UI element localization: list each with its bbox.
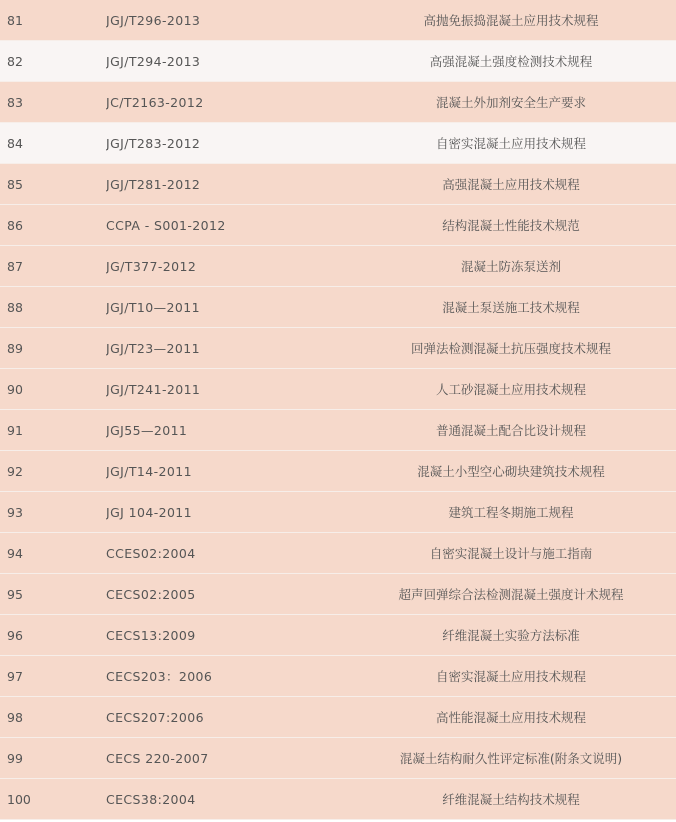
cell-standard-name: 人工砂混凝土应用技术规程	[346, 369, 676, 410]
cell-standard-code: JGJ/T296-2013	[106, 0, 346, 41]
table-row	[0, 492, 676, 533]
cell-standard-code: JGJ 104-2011	[106, 492, 346, 533]
table-row	[0, 205, 676, 246]
cell-standard-code: CECS 220-2007	[106, 738, 346, 779]
cell-standard-code: JGJ/T283-2012	[106, 123, 346, 164]
cell-number: 88	[0, 287, 106, 328]
cell-standard-name: 建筑工程冬期施工规程	[346, 492, 676, 533]
cell-standard-name: 自密实混凝土应用技术规程	[346, 656, 676, 697]
cell-standard-name: 高性能混凝土应用技术规程	[346, 697, 676, 738]
cell-standard-code: CCPA - S001-2012	[106, 205, 346, 246]
table-row	[0, 656, 676, 697]
cell-standard-name: 纤维混凝土结构技术规程	[346, 779, 676, 820]
cell-standard-code: CECS02:2005	[106, 574, 346, 615]
cell-standard-name: 混凝土防冻泵送剂	[346, 246, 676, 287]
cell-standard-code: CCES02:2004	[106, 533, 346, 574]
table-row	[0, 328, 676, 369]
cell-standard-name: 超声回弹综合法检测混凝土强度计术规程	[346, 574, 676, 615]
table-row	[0, 738, 676, 779]
cell-number: 83	[0, 82, 106, 123]
cell-standard-code: JGJ55—2011	[106, 410, 346, 451]
table-row	[0, 615, 676, 656]
cell-standard-name: 混凝土外加剂安全生产要求	[346, 82, 676, 123]
cell-standard-code: CECS203：2006	[106, 656, 346, 697]
cell-number: 95	[0, 574, 106, 615]
cell-standard-name: 结构混凝土性能技术规范	[346, 205, 676, 246]
cell-standard-name: 高抛免振捣混凝土应用技术规程	[346, 0, 676, 41]
cell-number: 81	[0, 0, 106, 41]
cell-number: 89	[0, 328, 106, 369]
cell-number: 92	[0, 451, 106, 492]
cell-number: 100	[0, 779, 106, 820]
table-row	[0, 369, 676, 410]
table-row	[0, 697, 676, 738]
cell-standard-name: 高强混凝土应用技术规程	[346, 164, 676, 205]
cell-number: 99	[0, 738, 106, 779]
table-row	[0, 123, 676, 164]
table-row	[0, 164, 676, 205]
cell-standard-name: 自密实混凝土设计与施工指南	[346, 533, 676, 574]
cell-standard-name: 纤维混凝土实验方法标准	[346, 615, 676, 656]
cell-number: 93	[0, 492, 106, 533]
cell-standard-name: 普通混凝土配合比设计规程	[346, 410, 676, 451]
cell-number: 85	[0, 164, 106, 205]
cell-standard-code: JGJ/T14-2011	[106, 451, 346, 492]
table-row	[0, 533, 676, 574]
cell-standard-code: JGJ/T294-2013	[106, 41, 346, 82]
table-row	[0, 287, 676, 328]
table-row	[0, 82, 676, 123]
table-row	[0, 451, 676, 492]
cell-standard-code: JG/T377-2012	[106, 246, 346, 287]
cell-number: 98	[0, 697, 106, 738]
cell-standard-name: 混凝土小型空心砌块建筑技术规程	[346, 451, 676, 492]
cell-standard-name: 自密实混凝土应用技术规程	[346, 123, 676, 164]
table-row	[0, 246, 676, 287]
cell-standard-code: JGJ/T281-2012	[106, 164, 346, 205]
cell-number: 97	[0, 656, 106, 697]
cell-standard-code: JGJ/T23—2011	[106, 328, 346, 369]
cell-standard-code: CECS13:2009	[106, 615, 346, 656]
cell-standard-code: JGJ/T241-2011	[106, 369, 346, 410]
cell-number: 84	[0, 123, 106, 164]
cell-standard-code: CECS207:2006	[106, 697, 346, 738]
cell-number: 91	[0, 410, 106, 451]
cell-number: 82	[0, 41, 106, 82]
table-row	[0, 410, 676, 451]
table-row	[0, 779, 676, 820]
cell-number: 87	[0, 246, 106, 287]
cell-standard-name: 混凝土泵送施工技术规程	[346, 287, 676, 328]
table-row	[0, 0, 676, 41]
cell-standard-name: 回弹法检测混凝土抗压强度技术规程	[346, 328, 676, 369]
cell-number: 86	[0, 205, 106, 246]
cell-number: 96	[0, 615, 106, 656]
cell-number: 90	[0, 369, 106, 410]
cell-standard-code: JC/T2163-2012	[106, 82, 346, 123]
table-row	[0, 574, 676, 615]
cell-number: 94	[0, 533, 106, 574]
table-row	[0, 41, 676, 82]
cell-standard-name: 高强混凝土强度检测技术规程	[346, 41, 676, 82]
cell-standard-name: 混凝土结构耐久性评定标准(附条文说明)	[346, 738, 676, 779]
cell-standard-code: JGJ/T10—2011	[106, 287, 346, 328]
cell-standard-code: CECS38:2004	[106, 779, 346, 820]
